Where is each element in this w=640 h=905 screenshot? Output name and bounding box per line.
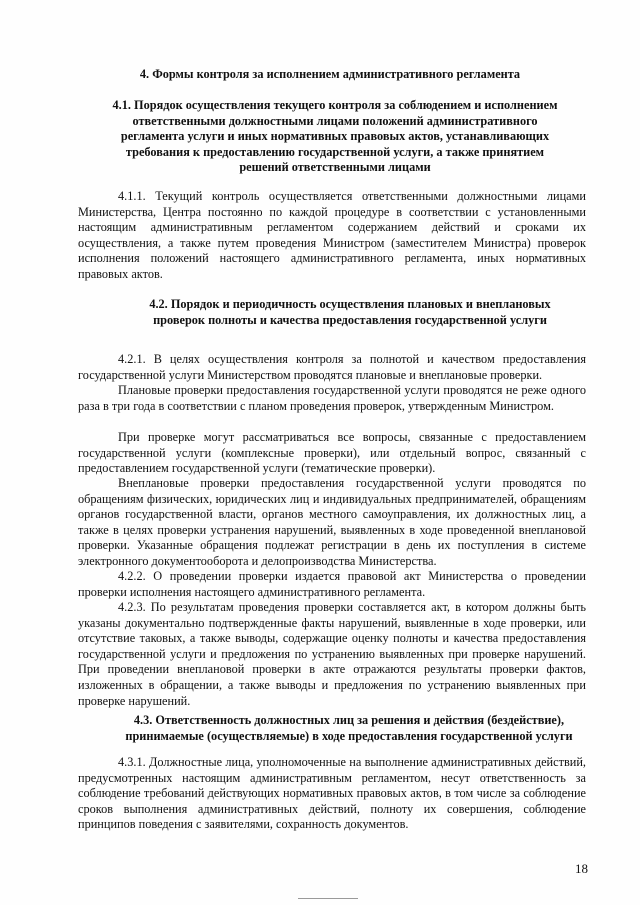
paragraph-4-2-1-unplanned: Внеплановые проверки предоставления государственной услуги проводятся по обращениям физических, юридических лиц и индивидуальных предпринимателей, обращениям органов государственной власти, органов местного самоуправления, их должностных лиц, а также в целях проверки устранения нарушений, выявленных в ходе проведенной внеплановой проверки. Указанные обращения подлежат регистрации в день их поступления в системе электронного документооборота и делопроизводства Министерства.	[78, 476, 586, 568]
paragraph-4-3-1: 4.3.1. Должностные лица, уполномоченные на выполнение административных действий, предусмотренных настоящим административным регламентом, несут ответственность за соблюдение требований действующих нормативных правовых актов, в том числе за соблюдение сроков выполнения административных действий, полноту их совершения, соблюдение принципов поведения с заявителями, сохранность документов.	[78, 755, 586, 832]
paragraph-4-2-1: 4.2.1. В целях осуществления контроля за полнотой и качеством предоставления государственной услуги Министерством проводятся плановые и внеплановые проверки.	[78, 352, 586, 382]
section-4-2-title: 4.2. Порядок и периодичность осуществления плановых и внеплановых проверок полноты и качества предоставления государственной услуги	[149, 297, 551, 327]
paragraph-4-2-2: 4.2.2. О проведении проверки издается правовой акт Министерства о проведении проверки исполнения настоящего административного регламента.	[78, 569, 586, 599]
section-4-title: 4. Формы контроля за исполнением административного регламента	[139, 67, 521, 81]
footer-scan-line	[298, 898, 358, 899]
paragraph-4-2-1-scope: При проверке могут рассматриваться все вопросы, связанные с предоставлением государственной услуги (комплексные проверки), или отдельный вопрос, связанный с предоставлением государственной услуги (тематические проверки).	[78, 430, 586, 476]
paragraph-4-2-1-planned: Плановые проверки предоставления государственной услуги проводятся не реже одного раза в три года в соответствии с планом проведения проверок, утвержденным Министром.	[78, 383, 586, 413]
paragraph-4-2-3: 4.2.3. По результатам проведения проверки составляется акт, в котором должны быть указаны документально подтвержденные факты нарушений, выявленные в ходе проверки, или отсутствие таковых, а также выводы, содержащие оценку полноты и качества предоставления государственной услуги и предложения по устранению выявленных при проверке нарушений. При проведении внеплановой проверки в акте отражаются результаты проверки фактов, изложенных в обращении, а также выводы и предложения по устранению выявленных при проверке нарушений.	[78, 600, 586, 708]
section-4-3-title: 4.3. Ответственность должностных лиц за решения и действия (бездействие), принимаемые (осуществляемые) в ходе предоставления государственной услуги	[125, 713, 573, 743]
paragraph-4-1-1: 4.1.1. Текущий контроль осуществляется ответственными должностными лицами Министерства, Центра постоянно по каждой процедуре в соответствии с установленными настоящим административным регламентом содержанием действий и сроками их осуществления, а также путем проведения Министром (заместителем Министра) проверок исполнения положений настоящего административного регламента, иных нормативных правовых актов.	[78, 189, 586, 281]
section-4-1-title: 4.1. Порядок осуществления текущего контроля за соблюдением и исполнением ответственными должностными лицами положений административного регламента услуги и иных нормативных правовых актов, устанавливающих требования к предоставлению государственной услуги, а также принятием решений ответственными лицами	[112, 98, 558, 175]
page-number: 18	[575, 861, 588, 876]
